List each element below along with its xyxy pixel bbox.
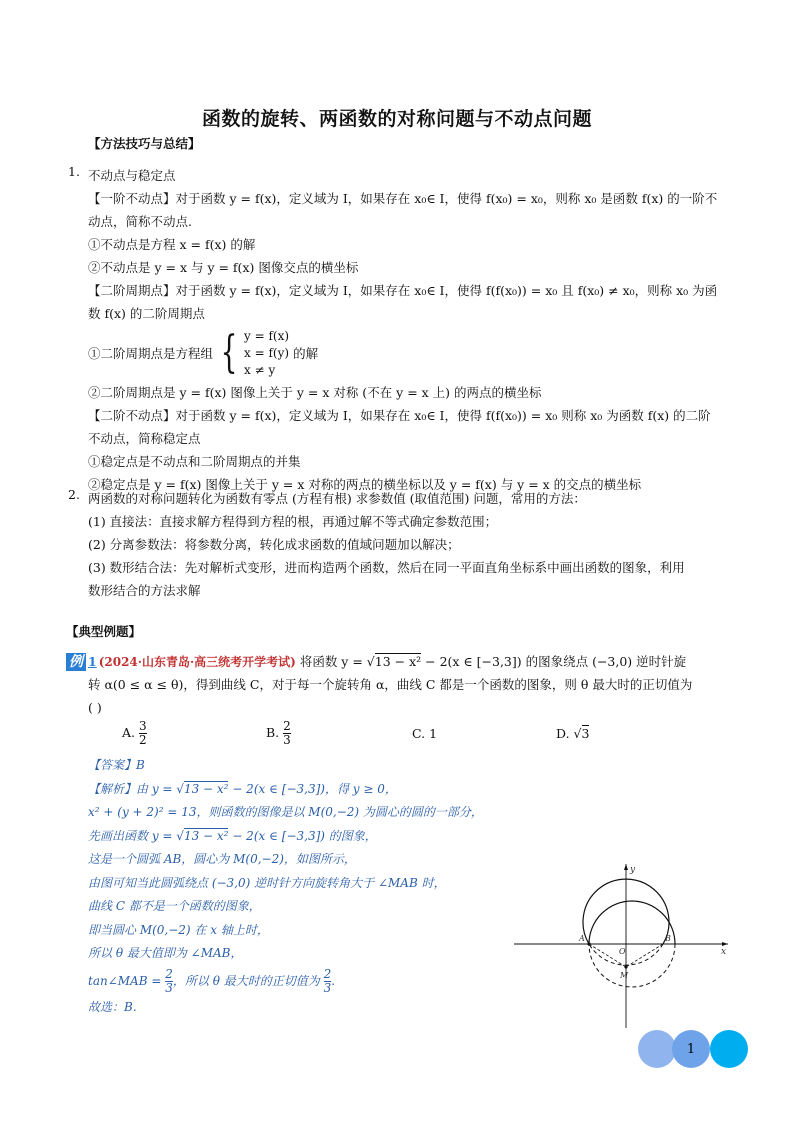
page-title: 函数的旋转、两函数的对称问题与不动点问题 (201, 108, 592, 130)
solution-figure (510, 858, 732, 1030)
frac-den: 3 (323, 980, 332, 995)
fraction (283, 720, 291, 747)
equation-system (88, 325, 748, 381)
item-1-line: 不动点，简称稳定点 (88, 431, 201, 446)
examples-heading: 【典型例题】 (66, 624, 142, 639)
fraction (165, 968, 173, 995)
sol-sqrt: 13 − x² (183, 781, 229, 796)
frac-num: 2 (323, 966, 332, 981)
sol-text: . (331, 973, 336, 988)
example-source: (2024·山东青岛·高三统考开学考试) (98, 655, 296, 669)
item-1-line: ②不动点是 y = x 与 y = f(x) 图像交点的横坐标 (88, 260, 359, 275)
stem-sqrt: 13 − x² (374, 654, 422, 669)
example-badge: 例 (66, 653, 86, 671)
option-sqrt: 3 (581, 726, 590, 741)
stem-line: ( ) (88, 700, 102, 715)
fraction (139, 720, 147, 747)
label-m: M (620, 971, 629, 980)
solution-line: 故选：B. (88, 999, 137, 1014)
item-1-line: 【二阶周期点】对于函数 y = f(x)，定义域为 I，如果存在 x₀∈ I，使得 f(f(x₀)) = x₀ 且 f(x₀) ≠ x₀，则称 x₀ 为函 (88, 283, 718, 298)
item-1-line: ②稳定点是 y = f(x) 图像上关于 y = x 对称的两点的横坐标以及 y = f(x) 与 y = x 的交点的横坐标 (88, 477, 642, 492)
solution-line: 这是一个圆弧 AB，圆心为 M(0,−2)，如图所示， (88, 852, 356, 866)
solution-line (88, 966, 518, 996)
solution-block (88, 754, 518, 1019)
sol-text: 【解析】由 y = (88, 781, 173, 796)
page-number: 1 (672, 1030, 710, 1068)
solution-line: x² + (y + 2)² = 13，则函数的图像是以 M(0,−2) 为圆心的圆的一部分， (88, 805, 483, 819)
system-eq: x ≠ y (244, 362, 276, 377)
y-axis-arrow-icon (624, 864, 628, 870)
item-1-line: ①稳定点是不动点和二阶周期点的并集 (88, 454, 301, 469)
item-2-line: (1) 直接法：直接求解方程得到方程的根，再通过解不等式确定参数范围； (88, 514, 498, 529)
sol-text: 先画出函数 y = (88, 828, 173, 843)
brace-prefix: ①二阶周期点是方程组 (88, 346, 214, 361)
item-1-line: 【二阶不动点】对于函数 y = f(x)，定义域为 I，如果存在 x₀∈ I，使得 f(f(x₀)) = x₀ 则称 x₀ 为函数 f(x) 的二阶 (88, 408, 711, 423)
item-1-line: 不动点与稳定点 (88, 168, 176, 183)
item-1-block (88, 164, 748, 496)
solution-answer: 【答案】B (88, 758, 145, 772)
label-a: A (579, 934, 585, 943)
frac-num: 2 (283, 719, 291, 733)
brace-icon: { (220, 327, 238, 378)
sol-text: − 2(x ∈ [−3,3])，得 y ≥ 0， (232, 781, 397, 796)
item-2-line: 数形结合的方法求解 (88, 583, 201, 598)
frac-num: 2 (165, 966, 173, 981)
page-number-badge (636, 1030, 754, 1070)
item-2-number: 2. (68, 487, 80, 502)
item-1-line: 【一阶不动点】对于函数 y = f(x)，定义域为 I，如果存在 x₀∈ I，使得 f(x₀) = x₀，则称 x₀ 是函数 f(x) 的一阶不 (88, 191, 718, 206)
system-eq: x = f(y) (244, 345, 290, 360)
solution-line: 先画出函数 y = √13 − x² − 2(x ∈ [−3,3]) 的图象， (88, 828, 377, 843)
item-1-line: 数 f(x) 的二阶周期点 (88, 306, 205, 321)
brace-suffix: 的解 (293, 346, 319, 361)
solution-line: 所以 θ 最大值即为 ∠MAB， (88, 946, 243, 960)
solution-line: 由图可知当此圆弧绕点 (−3,0) 逆时针方向旋转角大于 ∠MAB 时， (88, 875, 446, 890)
sol-text: ，所以 θ 最大时的正切值为 (172, 973, 320, 988)
option-label: B. (266, 725, 280, 740)
method-heading: 【方法技巧与总结】 (88, 136, 201, 151)
item-1-line: ①不动点是方程 x = f(x) 的解 (88, 237, 256, 252)
point-m (624, 965, 627, 968)
frac-den: 3 (165, 980, 173, 995)
y-axis-label: y (630, 865, 636, 875)
example-number: 1 (88, 654, 97, 669)
rotated-arc (589, 901, 675, 944)
option-d[interactable]: D. √3 (556, 726, 590, 741)
sol-text: − 2(x ∈ [−3,3]) 的图象， (232, 828, 377, 843)
answer-options (122, 720, 682, 750)
item-2-line: (3) 数形结合法：先对解析式变形，进而构造两个函数，然后在同一平面直角坐标系中画出函数的图象，利用 (88, 560, 685, 575)
option-a[interactable] (122, 720, 147, 747)
example-1-stem (66, 650, 746, 719)
brace-lines (244, 328, 289, 379)
stem-line: 转 α(0 ≤ α ≤ θ)，得到曲线 C，对于每一个旋转角 α，曲线 C 都是一个函数的图象，则 θ 最大时的正切值为 (88, 677, 693, 692)
x-axis-arrow-icon (722, 942, 728, 946)
frac-den: 3 (283, 733, 291, 747)
item-2-line: (2) 分离参数法：将参数分离，转化成求函数的值域问题加以解决； (88, 537, 460, 552)
frac-num: 3 (139, 719, 147, 733)
sol-text: tan∠MAB = (88, 973, 162, 988)
stem-line: 例 1 (2024·山东青岛·高三统考开学考试) 将函数 y = √13 − x² − 2(x ∈ [−3,3]) 的图象绕点 (−3,0) 逆时针旋 (66, 650, 746, 673)
option-label: A. (122, 725, 136, 740)
x-axis-label: x (721, 947, 727, 957)
option-b[interactable] (266, 720, 291, 747)
rotated-circle-dashed (589, 944, 675, 987)
system-eq: y = f(x) (244, 328, 290, 343)
radius-bm (626, 944, 663, 967)
sol-sqrt: 13 − x² (183, 828, 229, 843)
item-1-line: ②二阶周期点是 y = f(x) 图像上关于 y = x 对称 (不在 y = x 上) 的两点的横坐标 (88, 385, 542, 400)
point-a (587, 942, 590, 945)
label-o: O (619, 947, 626, 956)
stem-text: − 2(x ∈ [−3,3]) 的图象绕点 (−3,0) 逆时针旋 (425, 654, 687, 669)
item-1-line: 动点，简称不动点. (88, 214, 192, 229)
solution-line: 即当圆心 M(0,−2) 在 x 轴上时， (88, 922, 269, 937)
option-label: D. (556, 726, 570, 741)
solution-line: 曲线 C 都不是一个函数的图象， (88, 899, 261, 913)
item-2-line: 两函数的对称问题转化为函数有零点 (方程有根) 求参数值 (取值范围) 问题，常用的方法： (88, 491, 586, 506)
solution-line: 【解析】由 y = √13 − x² − 2(x ∈ [−3,3])，得 y ≥ 0， (88, 781, 397, 796)
item-1-number: 1. (68, 164, 80, 179)
option-c[interactable]: C. 1 (412, 726, 438, 741)
decor-circle (710, 1030, 748, 1068)
label-b: B (665, 934, 671, 943)
stem-text: 将函数 y = (299, 654, 363, 669)
frac-den: 2 (139, 733, 147, 747)
decor-circle (638, 1030, 676, 1068)
item-2-block (88, 487, 748, 602)
